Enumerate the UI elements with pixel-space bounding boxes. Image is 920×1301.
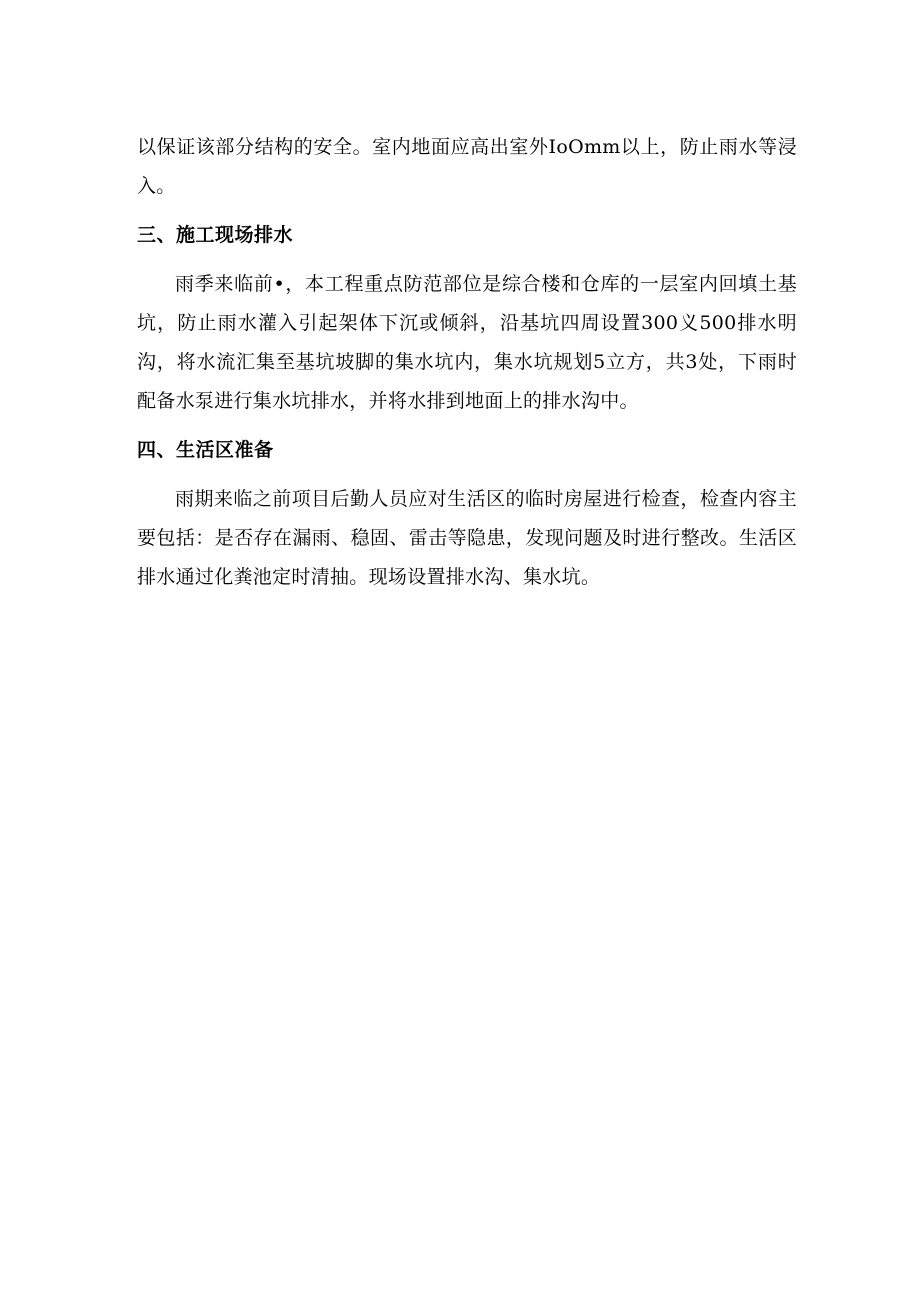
document-body (137, 128, 797, 597)
section-heading-site-drainage: 三、施工现场排水 (137, 224, 294, 246)
continuation-paragraph: 以保证该部分结构的安全。室内地面应高出室外IoOmm以上，防止雨水等浸入。 (137, 136, 797, 197)
section-heading-living-area: 四、生活区准备 (137, 439, 274, 461)
living-area-paragraph: 雨期来临之前项目后勤人员应对生活区的临时房屋进行检查，检查内容主要包括：是否存在漏雨、稳固、雷击等隐患，发现问题及时进行整改。生活区排水通过化粪池定时清抽。现场设置排水沟、集水坑。 (137, 488, 797, 588)
site-drainage-paragraph: 雨季来临前•，本工程重点防范部位是综合楼和仓库的一层室内回填土基坑，防止雨水灌入引起架体下沉或倾斜，沿基坑四周设置300义500排水明沟，将水流汇集至基坑坡脚的集水坑内，集水坑规划5立方，共3处，下雨时配备水泵进行集水坑排水，并将水排到地面上的排水沟中。 (137, 273, 797, 412)
